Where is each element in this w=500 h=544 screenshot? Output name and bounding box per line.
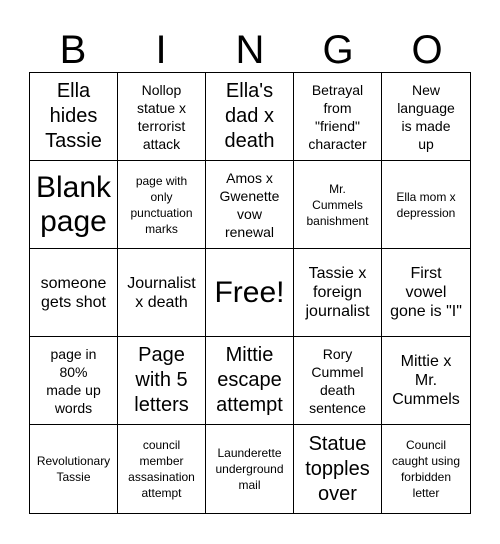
header-letter-i: I — [155, 28, 167, 72]
cell-text: Launderette underground mail — [215, 446, 284, 492]
bingo-cell[interactable] — [294, 161, 382, 249]
bingo-cell[interactable] — [30, 73, 118, 161]
cell-text: New language is made up — [397, 81, 455, 152]
cell-text: someone gets shot — [40, 274, 107, 311]
bingo-cell[interactable] — [30, 249, 118, 337]
cell-text: Nollop statue x terrorist attack — [136, 81, 187, 152]
cell-text: Ella mom x depression — [396, 189, 456, 220]
cell-text: page with only punctuation marks — [130, 173, 193, 236]
bingo-cell[interactable] — [382, 249, 470, 337]
free-space[interactable] — [206, 249, 294, 337]
bingo-cell[interactable] — [294, 249, 382, 337]
bingo-board — [29, 72, 471, 514]
bingo-cell[interactable] — [382, 425, 470, 513]
bingo-cell[interactable] — [118, 161, 206, 249]
cell-text: First vowel gone is "I" — [390, 265, 462, 320]
cell-text: Statue topples over — [305, 432, 370, 505]
bingo-cell[interactable] — [382, 73, 470, 161]
cell-text: Tassie x foreign journalist — [305, 265, 370, 320]
bingo-cell[interactable] — [30, 425, 118, 513]
bingo-cell[interactable] — [118, 73, 206, 161]
cell-text: Mittie x Mr. Cummels — [392, 353, 460, 408]
bingo-cell[interactable] — [294, 73, 382, 161]
bingo-cell[interactable] — [206, 425, 294, 513]
cell-text: Amos x Gwenette vow renewal — [219, 169, 280, 240]
bingo-cell[interactable] — [382, 161, 470, 249]
bingo-cell[interactable] — [294, 337, 382, 425]
cell-text: Blank page — [35, 170, 112, 238]
bingo-cell[interactable] — [206, 73, 294, 161]
header-letter-g: G — [322, 28, 354, 72]
cell-text: Council caught using forbidden letter — [391, 438, 461, 500]
cell-text: page in 80% made up words — [46, 345, 101, 416]
bingo-cell[interactable] — [30, 337, 118, 425]
bingo-header — [29, 28, 471, 72]
cell-text: Revolutionary Tassie — [36, 454, 111, 484]
cell-text: Ella's dad x death — [224, 80, 275, 152]
cell-text: Mr. Cummels banishment — [306, 181, 369, 228]
cell-text: council member assasination attempt — [128, 438, 195, 500]
header-letter-n: N — [235, 28, 265, 72]
header-letter-b: B — [59, 28, 87, 72]
bingo-cell[interactable] — [294, 425, 382, 513]
cell-text: Betrayal from "friend" character — [308, 81, 367, 152]
bingo-cell[interactable] — [118, 337, 206, 425]
bingo-cell[interactable] — [118, 425, 206, 513]
bingo-cell[interactable] — [206, 337, 294, 425]
bingo-cell[interactable] — [206, 161, 294, 249]
bingo-cell[interactable] — [382, 337, 470, 425]
cell-text: Rory Cummel death sentence — [309, 345, 366, 416]
cell-text: Mittie escape attempt — [216, 344, 283, 416]
bingo-cell[interactable] — [30, 161, 118, 249]
cell-text: Free! — [214, 275, 285, 309]
cell-text: Page with 5 letters — [134, 344, 189, 416]
header-letter-o: O — [411, 28, 443, 72]
bingo-cell[interactable] — [118, 249, 206, 337]
cell-text: Ella hides Tassie — [45, 80, 102, 152]
cell-text: Journalist x death — [127, 274, 196, 311]
